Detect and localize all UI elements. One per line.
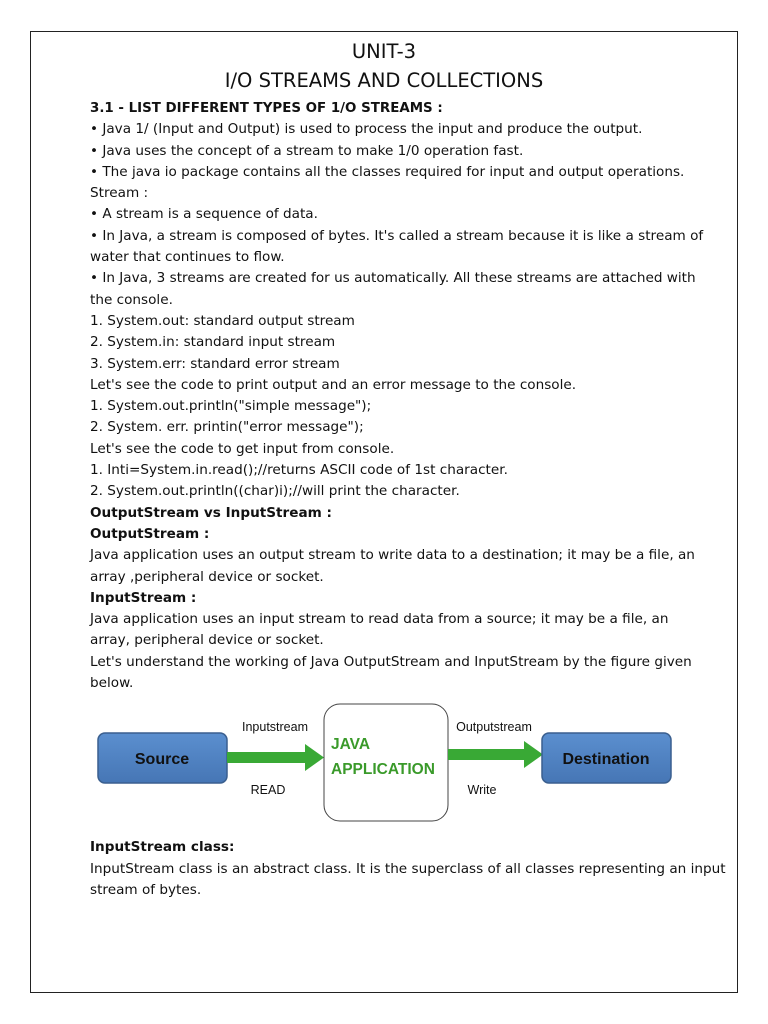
text-line: below.	[90, 675, 134, 692]
text-line: 1. Inti=System.in.read();//returns ASCII code of 1st character.	[90, 462, 508, 479]
java-label-line1: JAVA	[331, 736, 371, 754]
java-label-line2: APPLICATION	[331, 761, 435, 779]
text-line: Java application uses an output stream to write data to a destination; it may be a file, an	[90, 547, 695, 564]
output-arrow	[448, 741, 543, 768]
heading-line: OutputStream :	[90, 525, 210, 542]
text-line: • Java 1/ (Input and Output) is used to process the input and produce the output.	[90, 121, 643, 138]
input-arrow	[227, 744, 324, 771]
text-line: InputStream class is an abstract class. It is the superclass of all classes representing an input	[90, 860, 726, 877]
source-label: Source	[134, 751, 190, 769]
text-line: 2. System.in: standard input stream	[90, 334, 336, 351]
output-arrow-sublabel: Write	[467, 783, 497, 798]
text-line: array, peripheral device or socket.	[90, 632, 324, 649]
text-line: • In Java, 3 streams are created for us automatically. All these streams are attached with	[90, 270, 696, 287]
text-line: water that continues to flow.	[90, 249, 285, 266]
heading-line: 3.1 - LIST DIFFERENT TYPES OF 1/O STREAMS :	[90, 101, 443, 116]
stream-diagram	[90, 703, 682, 835]
heading-line: InputStream class:	[90, 839, 235, 856]
io-stream-figure	[90, 703, 682, 835]
text-line: Java application uses an input stream to read data from a source; it may be a file, an	[90, 611, 669, 628]
text-line: 1. System.out: standard output stream	[90, 312, 355, 329]
text-line: • In Java, a stream is composed of bytes. It's called a stream because it is like a stream of	[90, 227, 704, 244]
unit-heading: UNIT-3	[351, 40, 417, 63]
text-line: • Java uses the concept of a stream to make 1/0 operation fast.	[90, 142, 524, 159]
text-line: the console.	[90, 291, 173, 308]
text-line: array ,peripheral device or socket.	[90, 568, 324, 585]
text-line: 2. System. err. printin("error message");	[90, 419, 364, 436]
text-line: • A stream is a sequence of data.	[90, 206, 318, 223]
text-line: 3. System.err: standard error stream	[90, 355, 340, 372]
chapter-title: I/O STREAMS AND COLLECTIONS	[224, 69, 544, 92]
heading-line: OutputStream vs InputStream :	[90, 504, 332, 521]
text-line: 2. System.out.println((char)i);//will print the character.	[90, 483, 460, 500]
text-line: Let's see the code to get input from console.	[90, 440, 395, 457]
text-line: stream of bytes.	[90, 881, 202, 898]
input-arrow-sublabel: READ	[250, 783, 286, 798]
document-body	[90, 98, 726, 901]
text-line: 1. System.out.println("simple message");	[90, 398, 372, 415]
text-line: • The java io package contains all the classes required for input and output operations.	[90, 163, 685, 180]
text-line: Stream :	[90, 185, 149, 202]
input-arrow-label: Inputstream	[241, 720, 309, 735]
text-line: Let's understand the working of Java OutputStream and InputStream by the figure given	[90, 653, 692, 670]
destination-label: Destination	[562, 751, 650, 769]
text-line: Let's see the code to print output and an error message to the console.	[90, 376, 577, 393]
output-arrow-label: Outputstream	[456, 720, 532, 735]
body-text-block	[90, 98, 704, 694]
body-text-block-after-figure	[90, 837, 726, 901]
heading-line: InputStream :	[90, 589, 197, 606]
